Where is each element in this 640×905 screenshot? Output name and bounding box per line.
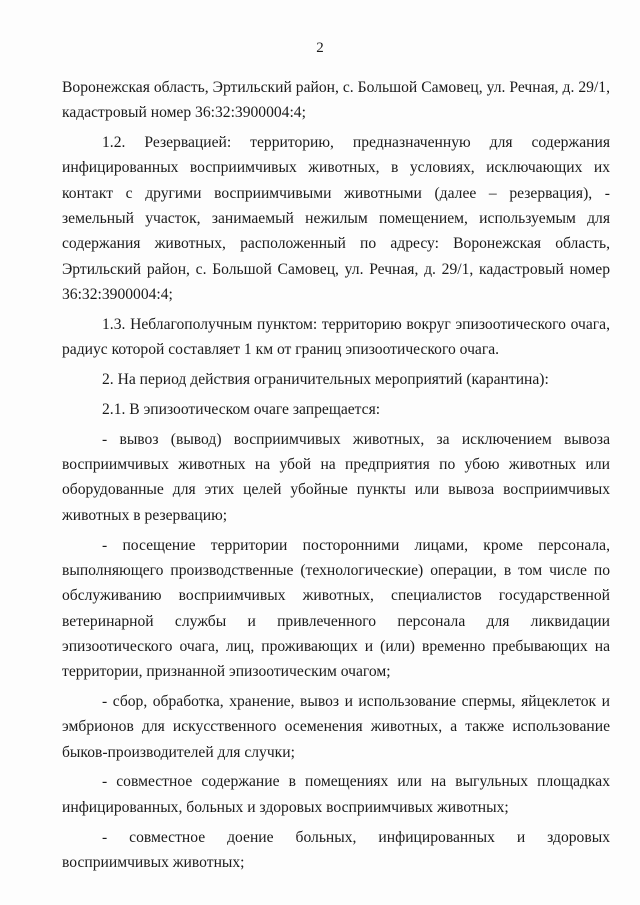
page-number: 2 <box>316 40 324 56</box>
address-continuation-paragraph: Воронежская область, Эртильский район, с. Большой Самовец, ул. Речная, д. 29/1, кадастровый номер 36:32:3900004:4; <box>62 79 610 122</box>
prohibition-item: - вывоз (вывод) восприимчивых животных, за исключением вывоза восприимчивых животных на убой на предприятия по убою животных или оборудованные для этих целей убойные пункты или вывоза восприимчивых животных в резервацию; <box>62 430 610 524</box>
reservation-definition-paragraph: 1.2. Резервацией: территорию, предназначенную для содержания инфицированных восприимчивых животных, в условиях, исключающих их контакт с другими восприимчивыми животными (далее – резервация), - земельный участок, занимаемый нежилым помещением, используемым для содержания животных, расположенный по адресу: Воронежская область, Эртильский район, с. Большой Самовец, ул. Речная, д. 29/1, кадастровый номер 36:32:3900004:4; <box>62 134 610 303</box>
prohibition-item: - сбор, обработка, хранение, вывоз и использование спермы, яйцеклеток и эмбрионов для искусственного осеменения животных, а также использование быков-производителей для случки; <box>62 692 610 761</box>
prohibition-item: - посещение территории посторонними лицами, кроме персонала, выполняющего производственные (технологические) операции, в том числе по обслуживанию восприимчивых животных, специалистов государственной ветеринарной службы и привлеченного персонала для ликвидации эпизоотического очага, лиц, проживающих и (или) временно пребывающих на территории, признанной эпизоотическим очагом; <box>62 536 610 681</box>
prohibition-item: - совместное доение больных, инфицированных и здоровых восприимчивых животных; <box>62 828 610 871</box>
quarantine-section-heading: 2. На период действия ограничительных мероприятий (карантина): <box>102 371 549 389</box>
prohibitions-subheading: 2.1. В эпизоотическом очаге запрещается: <box>102 400 381 418</box>
document-body <box>62 75 610 880</box>
prohibition-item: - совместное содержание в помещениях или на выгульных площадках инфицированных, больных и здоровых восприимчивых животных; <box>62 773 610 816</box>
unfavorable-point-paragraph: 1.3. Неблагополучным пунктом: территорию вокруг эпизоотического очага, радиус которой составляет 1 км от границ эпизоотического очага. <box>62 315 610 359</box>
